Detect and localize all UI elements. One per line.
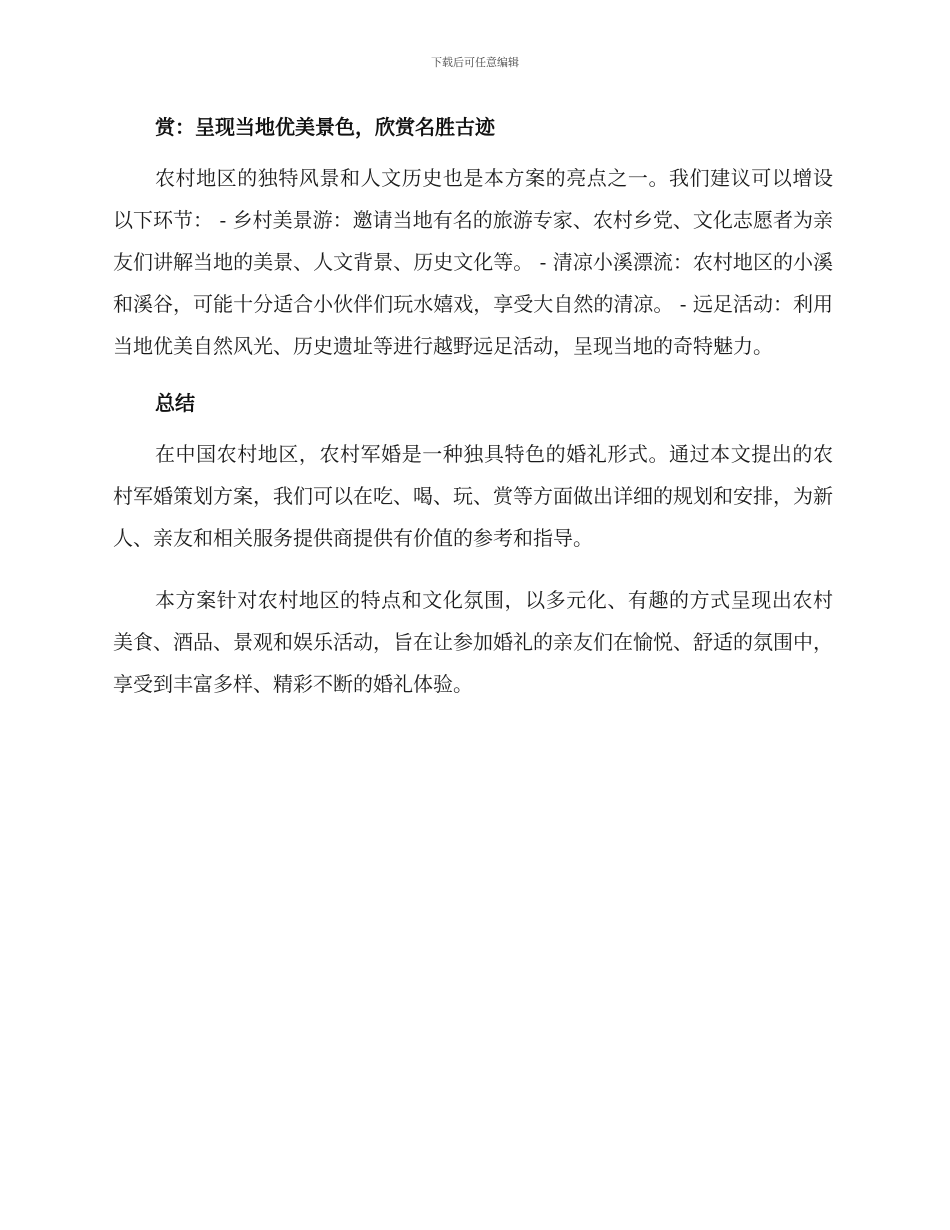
paragraph-scenery: 农村地区的独特风景和人文历史也是本方案的亮点之一。我们建议可以增设以下环节： - 乡村美景游：邀请当地有名的旅游专家、农村乡党、文化志愿者为亲友们讲解当地的美景、人文背景、历史文化等。 - 清凉小溪漂流：农村地区的小溪和溪谷，可能十分适合小伙伴们玩水嬉戏，享受大自然的清凉。 - 远足活动：利用当地优美自然风光、历史遗址等进行越野远足活动，呈现当地的奇特魅力。 [113,166,833,358]
paragraph-summary-2: 本方案针对农村地区的特点和文化氛围，以多元化、有趣的方式呈现出农村美食、酒品、景观和娱乐活动，旨在让参加婚礼的亲友们在愉悦、舒适的氛围中，享受到丰富多样、精彩不断的婚礼体验。 [113,588,833,696]
page-header: 下载后可任意编辑 [431,56,519,69]
document-body [113,113,833,725]
section-heading-summary: 总结 [155,391,195,415]
section-heading-appreciate: 赏：呈现当地优美景色，欣赏名胜古迹 [155,115,495,139]
paragraph-summary-1: 在中国农村地区，农村军婚是一种独具特色的婚礼形式。通过本文提出的农村军婚策划方案，我们可以在吃、喝、玩、赏等方面做出详细的规划和安排，为新人、亲友和相关服务提供商提供有价值的参考和指导。 [113,442,833,550]
